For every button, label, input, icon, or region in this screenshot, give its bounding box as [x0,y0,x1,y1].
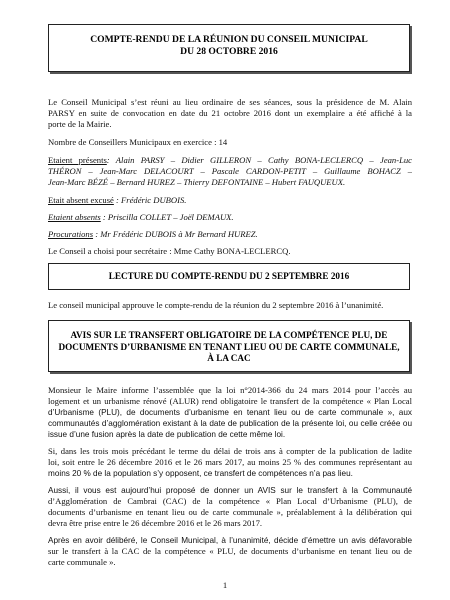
para1-line: d’Urbanisme (PLU), de documents d’urbanisme en tenant lieu ou de carte communale », aux [48,408,412,417]
present-line: Jean-Marc BÉZÉ – Bernard HUREZ – Thierry DEFONTAINE – Hubert FAUQUEUX. [48,177,346,187]
procuration-line: Procurations : Mr Frédéric DUBOIS à Mr Bernard HUREZ. [48,229,258,239]
para3-line: Aussi, il vous est aujourd’hui proposé de donner un AVIS sur le transfert à la Communauté [48,486,412,495]
page-number: 1 [222,580,228,590]
section1-text: Le conseil municipal approuve le compte-rendu de la réunion du 2 septembre 2016 à l’unanimité. [48,300,384,310]
absent-line: Etaient absents : Priscilla COLLET – Joël DEMAUX. [48,212,234,222]
para2-line: loi, soit entre le 26 décembre 2016 et le 26 mars 2017, au moins 25 % des communes représentant au [48,457,412,467]
section-heading-lecture: LECTURE DU COMPTE-RENDU DU 2 SEPTEMBRE 2016 [48,263,410,290]
title-box [48,24,410,72]
para3-line: d’Agglomération de Cambrai (CAC) de la compétence « Plan Local d’Urbanisme (PLU), de [48,496,412,506]
present-line: Etaient présents: Alain PARSY – Didier GILLERON – Cathy BONA-LECLERCQ – Jean-Luc [48,155,412,165]
para2-line: Si, dans les trois mois précédant le terme du délai de trois ans à compter de la publication de ladite [48,446,412,456]
absent-label: Etaient absents [48,212,101,222]
para1-line: issue d’une fusion après la date de publication de cette même loi. [48,430,286,439]
para4-line: Après en avoir délibéré, le Conseil Municipal, à l’unanimité, décide d’émettre un avis défavorable [48,536,412,545]
section-heading-avis: AVIS SUR LE TRANSFERT OBLIGATOIRE DE LA COMPÉTENCE PLU, DE DOCUMENTS D’URBANISME EN TENANT LIEU OU DE CARTE COMMUNALE, À LA CAC [48,320,410,372]
secretary-line: Le Conseil a choisi pour secrétaire : Mme Cathy BONA-LECLERCQ. [48,246,291,256]
para3-line: documents d’urbanisme en tenant lieu ou de carte communale », préalablement à la délibération qui [48,507,412,517]
intro-line: Le Conseil Municipal s’est réuni au lieu ordinaire de ses séances, sous la présidence de M. Alain [48,97,412,107]
intro-line: PARSY en suite de convocation en date du 21 octobre 2016 dont un exemplaire a été affiché à la [48,108,412,118]
present-line: THÉRON – Jean-Marc DELACOURT – Pascale CARDON-PETIT – Guillaume BOHACZ – [48,166,412,176]
intro-line: porte de la Mairie. [48,119,112,129]
council-count: Nombre de Conseillers Municipaux en exercice : 14 [48,137,228,147]
procuration-label: Procurations [48,229,94,239]
para1-line: communautés d’agglomération existant à la date de publication de la présente loi, ou celle créée ou [48,419,412,428]
para2-line: moins 20 % de la population s’y opposent, ce transfert de compétences n’a pas lieu. [48,469,353,478]
excused-line: Etait absent excusé : Frédéric DUBOIS. [48,195,187,205]
excused-label: Etait absent excusé [48,195,114,205]
para1-line: Monsieur le Maire informe l’assemblée que la loi n°2014-366 du 24 mars 2014 pour l’accès au [48,385,412,395]
present-label: Etaient présents [48,155,107,165]
para4-line: sur le transfert à la CAC de la compétence « PLU, de documents d’urbanisme en tenant lieu ou de [48,546,412,556]
para1-line: logement et un urbanisme rénové (ALUR) rend obligatoire le transfert de la compétence « Plan Local [48,396,412,406]
meeting-date: DU 28 OCTOBRE 2016 [180,46,278,57]
para3-line: devra être prise entre le 26 décembre 2016 et le 26 mars 2017. [48,518,263,528]
para4-line: carte communale ». [48,557,116,567]
page-title: COMPTE-RENDU DE LA RÉUNION DU CONSEIL MUNICIPAL [90,34,368,45]
